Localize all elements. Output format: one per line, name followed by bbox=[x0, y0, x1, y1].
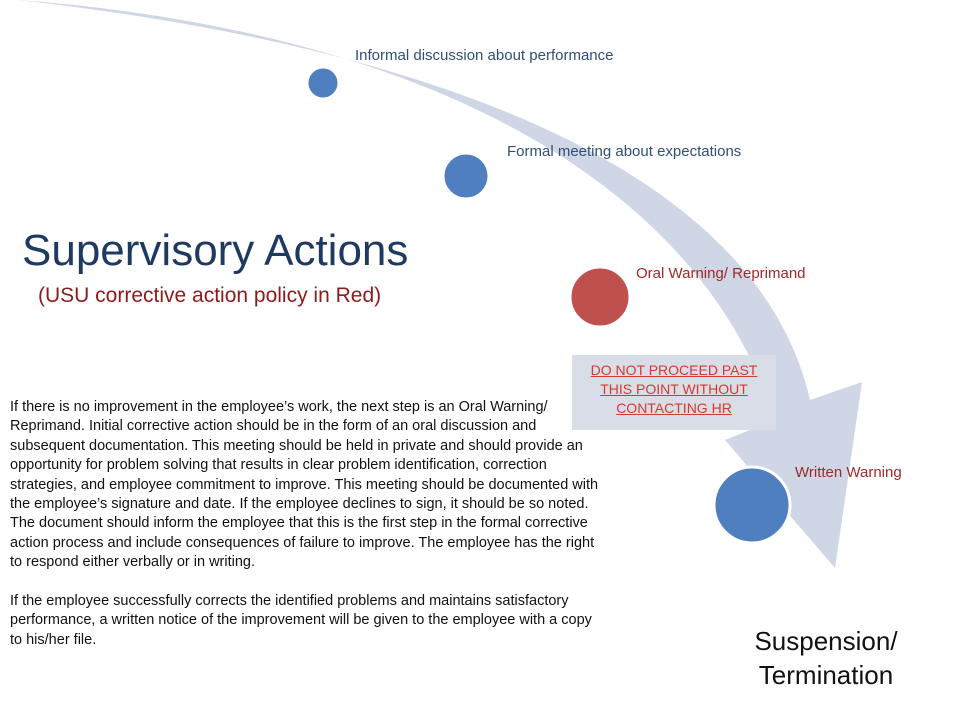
step-circle-informal bbox=[307, 67, 339, 99]
hr-warning-callout bbox=[572, 355, 776, 430]
diagram-subtitle: (USU corrective action policy in Red) bbox=[38, 284, 382, 307]
final-step-line-1: Suspension/ bbox=[754, 626, 898, 656]
diagram-title: Supervisory Actions bbox=[22, 226, 409, 275]
step-circle-formal bbox=[443, 153, 489, 199]
warning-line-2: THIS POINT WITHOUT bbox=[600, 381, 748, 397]
warning-line-3: CONTACTING HR bbox=[616, 400, 732, 416]
step-label-formal: Formal meeting about expectations bbox=[507, 143, 742, 160]
policy-description bbox=[10, 398, 602, 670]
step-label-written-warning: Written Warning bbox=[795, 464, 902, 481]
warning-line-1: DO NOT PROCEED PAST bbox=[590, 362, 758, 378]
final-step-label bbox=[726, 624, 926, 692]
step-circle-written-warning bbox=[714, 467, 790, 543]
policy-paragraph: If there is no improvement in the employee’s work, the next step is an Oral Warning/ Reprimand. Initial corrective action should be in the form of an oral discussion and subsequent documentation. This meeting should be held in private and should provide an opportunity for problem solving that results in clear problem identification, correction strategies, and employee commitment to improve. This meeting should be documented with the employee’s signature and date. If the employee declines to sign, it should be so noted. The document should inform the employee that this is the first step in the formal corrective action process and include consequences of failure to improve. The employee has the right to respond either verbally or in writing. bbox=[10, 399, 599, 571]
step-circle-oral-warning bbox=[570, 267, 630, 327]
step-label-informal: Informal discussion about performance bbox=[355, 47, 614, 64]
final-step-line-2: Termination bbox=[758, 660, 894, 690]
policy-paragraph: If the employee successfully corrects the identified problems and maintains satisfactory performance, a written notice of the improvement will be given to the employee with a copy to his/her file. bbox=[10, 593, 592, 648]
step-label-oral-warning: Oral Warning/ Reprimand bbox=[636, 265, 806, 282]
